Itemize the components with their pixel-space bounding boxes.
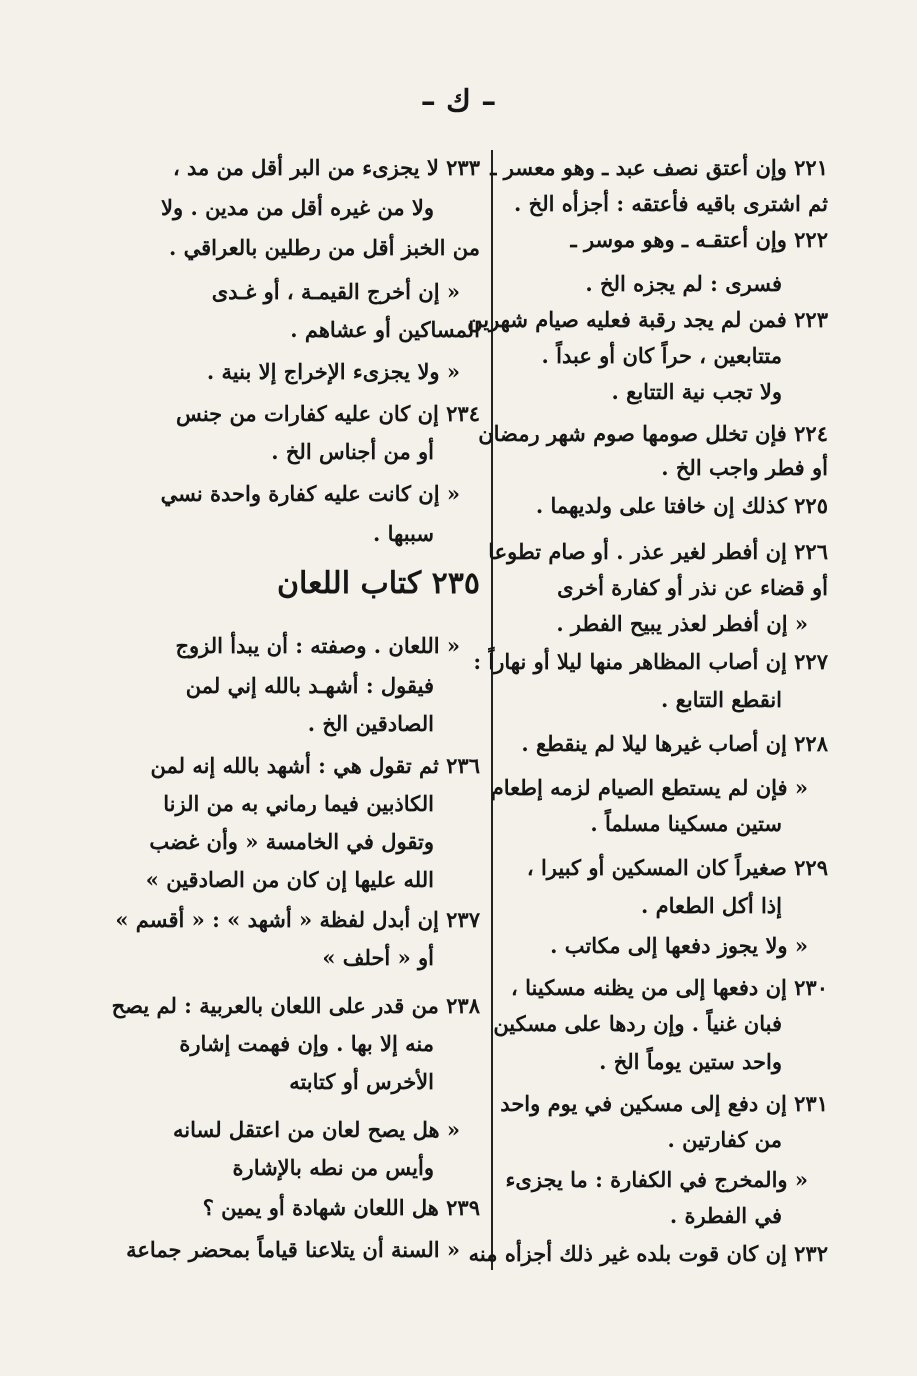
text-line: « إن أفطر لعذر يبيح الفطر .: [556, 611, 808, 636]
text-line: ٢٣٤ إن كان عليه كفارات من جنس: [176, 401, 480, 426]
text-line: إذا أكل الطعام .: [641, 893, 782, 918]
text-line: انقطع التتابع .: [661, 687, 782, 712]
text-line: الكاذبين فيما رماني به من الزنا: [163, 791, 434, 816]
text-line: المساكين أو عشاهم .: [290, 317, 480, 342]
text-line: « السنة أن يتلاعنا قياماً بمحضر جماعة: [126, 1237, 460, 1262]
text-line: الله عليها إن كان من الصادقين »: [145, 867, 434, 892]
text-line: ٢٢٤ فإن تخلل صومها صوم شهر رمضان: [478, 421, 828, 446]
text-line: وتقول في الخامسة « وأن غضب: [149, 829, 434, 854]
text-line: الصادقين الخ .: [307, 711, 434, 736]
text-line: منه إلا بها . وإن فهمت إشارة: [179, 1031, 434, 1056]
text-line: « إن أخرج القيمـة ، أو غـدى: [211, 279, 460, 304]
text-line: « إن كانت عليه كفارة واحدة نسي: [160, 481, 460, 506]
text-line: ٢٢٦ إن أفطر لغير عذر . أو صام تطوعا: [488, 539, 828, 564]
text-line: ٢٣٢ إن كان قوت بلده غير ذلك أجزأه منه: [468, 1241, 828, 1266]
text-line: أو قضاء عن نذر أو كفارة أخرى: [557, 575, 828, 600]
text-line: أو فطر واجب الخ .: [661, 455, 828, 480]
text-line: « ولا يجزىء الإخراج إلا بنية .: [206, 359, 460, 384]
text-line: « اللعان . وصفته : أن يبدأ الزوج: [175, 633, 460, 658]
text-line: أو من أجناس الخ .: [271, 439, 434, 464]
text-line: سببها .: [373, 521, 434, 546]
text-line: ٢٣٣ لا يجزىء من البر أقل من مد ،: [172, 155, 480, 180]
text-line: ٢٣٩ هل اللعان شهادة أو يمين ؟: [202, 1195, 480, 1220]
text-line: فسرى : لم يجزه الخ .: [585, 271, 782, 296]
text-line: ٢٢٩ صغيراً كان المسكين أو كبيرا ،: [526, 855, 828, 880]
text-line: ٢٣١ إن دفع إلى مسكين في يوم واحد: [500, 1091, 828, 1116]
text-line: ٢٢٥ كذلك إن خافتا على ولديهما .: [535, 493, 828, 518]
text-line: ٢٢١ وإن أعتق نصف عبد ـ وهو معسر ـ: [490, 155, 828, 180]
text-line: ٢٣٦ ثم تقول هي : أشهد بالله إنه لمن: [150, 753, 480, 778]
text-line: « هل يصح لعان من اعتقل لسانه: [172, 1117, 460, 1142]
text-line: وأيس من نطه بالإشارة: [232, 1155, 434, 1180]
text-line: ٢٢٣ فمن لم يجد رقبة فعليه صيام شهرين: [467, 307, 828, 332]
text-line: ستين مسكينا مسلماً .: [590, 811, 782, 836]
text-line: ٢٢٨ إن أصاب غيرها ليلا لم ينقطع .: [521, 731, 828, 756]
text-line: الأخرس أو كتابته: [289, 1069, 434, 1094]
text-line: فيقول : أشهـد بالله إني لمن: [185, 673, 434, 698]
text-line: « ولا يجوز دفعها إلى مكاتب .: [550, 933, 808, 958]
text-line: ٢٣٠ إن دفعها إلى من يظنه مسكينا ،: [511, 975, 828, 1000]
text-line: ٢٣٧ إن أبدل لفظة « أشهد » : « أقسم »: [115, 907, 480, 932]
text-line: « والمخرج في الكفارة : ما يجزىء: [505, 1167, 808, 1192]
text-line: فبان غنياً . وإن ردها على مسكين: [493, 1011, 782, 1036]
text-line: في الفطرة .: [669, 1203, 782, 1228]
text-line: ٢٣٨ من قدر على اللعان بالعربية : لم يصح: [111, 993, 480, 1018]
text-line: متتابعين ، حراً كان أو عبداً .: [541, 343, 782, 368]
text-line: « فإن لم يستطع الصيام لزمه إطعام: [490, 775, 808, 800]
text-line: واحد ستين يوماً الخ .: [599, 1049, 782, 1074]
text-line: ثم اشترى باقيه فأعتقه : أجزأه الخ .: [514, 191, 828, 216]
text-line: ٢٢٧ إن أصاب المظاهر منها ليلا أو نهاراً :: [473, 649, 828, 674]
text-line: أو « أحلف »: [322, 945, 434, 970]
page-number-header: – ك –: [420, 84, 497, 119]
text-line: ولا تجب نية التتابع .: [611, 379, 782, 404]
text-line: ولا من غيره أقل من مدين . ولا: [161, 195, 434, 220]
text-line: من كفارتين .: [667, 1127, 782, 1152]
text-line: ٢٢٢ وإن أعتقـه ـ وهو موسر ـ: [570, 227, 828, 252]
section-heading: ٢٣٥ كتاب اللعان: [276, 566, 480, 601]
text-line: من الخبز أقل من رطلين بالعراقي .: [168, 235, 480, 260]
